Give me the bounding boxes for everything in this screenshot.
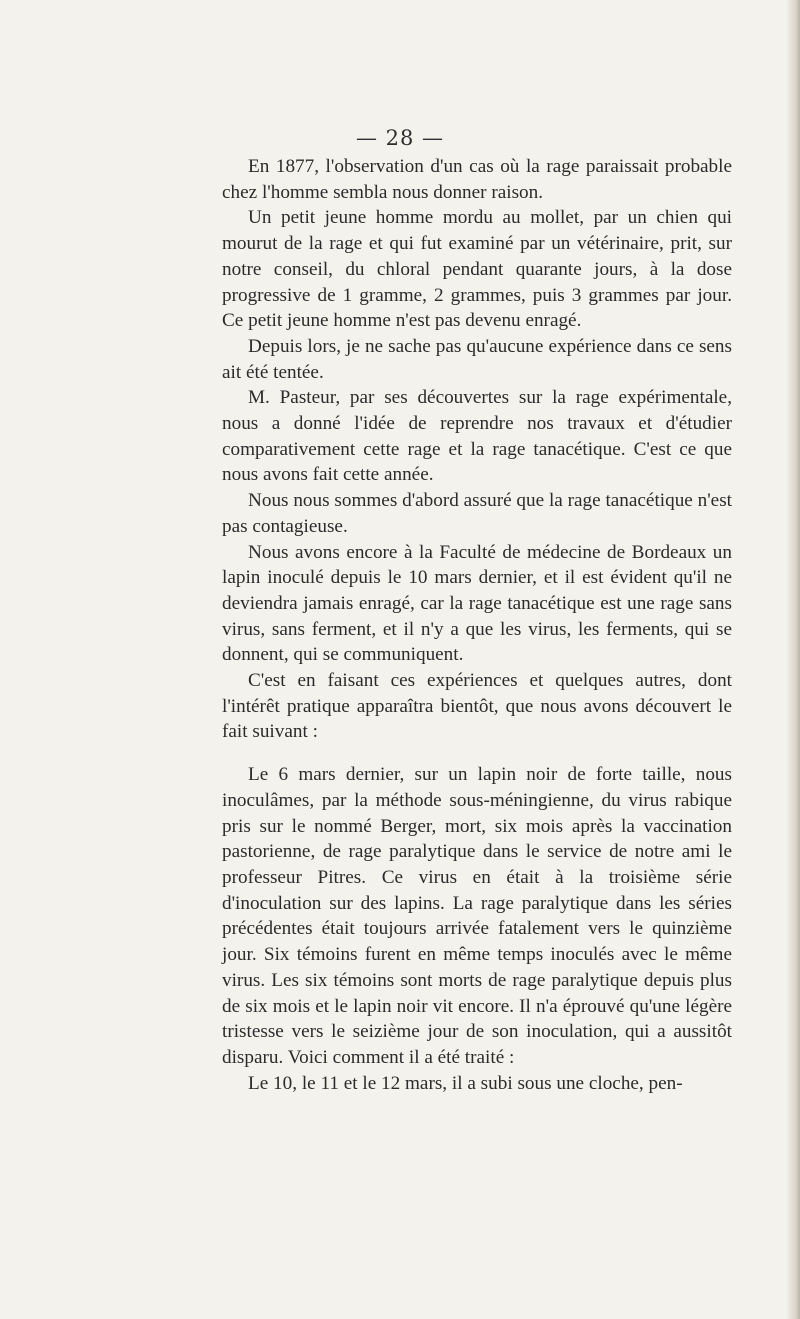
paragraph-since-then: Depuis lors, je ne sache pas qu'aucune expérience dans ce sens ait été tentée.: [222, 335, 732, 383]
paragraph-pasteur: M. Pasteur, par ses découvertes sur la rage expérimentale, nous a donné l'idée de reprendre nos travaux et d'étudier comparativement cette rage et la rage tanacétique. C'est ce que nous avons fait cette année.: [222, 387, 732, 486]
page-number: — 28 —: [355, 126, 445, 150]
paragraph-march-6: Le 6 mars dernier, sur un lapin noir de forte taille, nous inoculâmes, par la méthode sous-méningienne, du virus rabique pris sur le nommé Berger, mort, six mois après la vaccination pastorienne, de rage paralytique dans le service de notre ami le professeur Pitres. Ce virus en était à la troisième série d'inoculation sur des lapins. La rage paralytique dans les séries précédentes était toujours arrivée fatalement vers le quinzième jour. Six témoins furent en même temps inoculés avec le même virus. Les six témoins sont morts de rage paralytique depuis plus de six mois et le lapin noir vit encore. Il n'a éprouvé qu'une légère tristesse vers le seizième jour de son inoculation, qui a aussitôt disparu. Voici comment il a été traité :: [222, 764, 732, 1068]
paragraph-bordeaux-rabbit: Nous avons encore à la Faculté de médecine de Bordeaux un lapin inoculé depuis le 10 mars dernier, et il est évident qu'il ne deviendra jamais enragé, car la rage tanacétique est une rage sans virus, sans ferment, et il n'y a que les virus, les ferments, qui se donnent, qui se communiquent.: [222, 541, 732, 666]
paragraph-not-contagious: Nous nous sommes d'abord assuré que la rage tanacétique n'est pas contagieuse.: [222, 490, 732, 537]
page-edge-shadow: [786, 0, 800, 1319]
paragraph-1877-observation: En 1877, l'observation d'un cas où la rage paraissait probable chez l'homme sembla nous donner raison.: [222, 156, 732, 203]
paragraph-young-man-chloral: Un petit jeune homme mordu au mollet, par un chien qui mourut de la rage et qui fut examiné par un vétérinaire, prit, sur notre conseil, du chloral pendant quarante jours, à la dose progressive de 1 gramme, 2 grammes, puis 3 grammes par jour. Ce petit jeune homme n'est pas devenu enragé.: [222, 207, 732, 332]
paragraph-march-10-12: Le 10, le 11 et le 12 mars, il a subi sous une cloche, pen-: [248, 1072, 683, 1094]
body-text: [222, 154, 732, 1096]
paragraph-experiments: C'est en faisant ces expériences et quelques autres, dont l'intérêt pratique apparaîtra bientôt, que nous avons découvert le fait suivant :: [222, 670, 732, 743]
